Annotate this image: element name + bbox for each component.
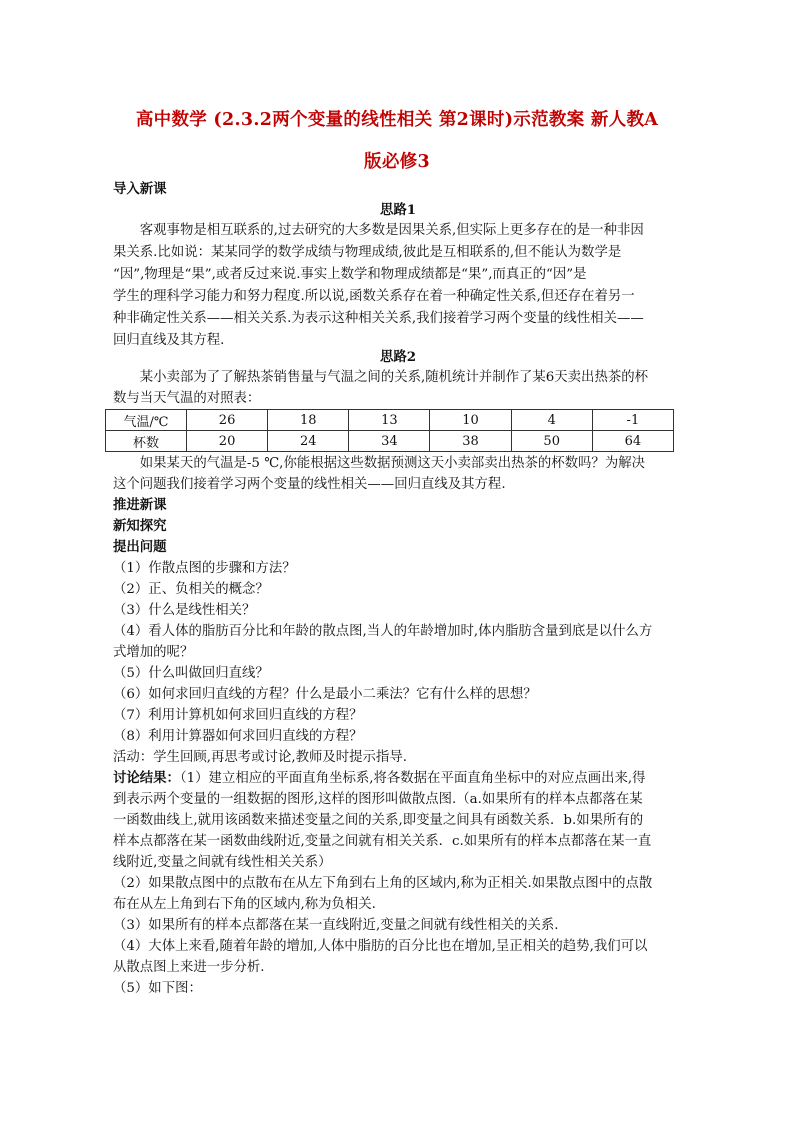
section-idea2: 思路2 — [379, 349, 417, 365]
table-row — [106, 431, 674, 452]
para1-line: 客观事物是相互联系的,过去研究的大多数是因果关系,但实际上更多存在的是一种非因 — [113, 223, 644, 238]
para1-line: 回归直线及其方程. — [113, 333, 225, 348]
table-row-label: 气温/℃ — [106, 410, 187, 431]
activity-text: 活动：学生回顾,再思考或讨论,教师及时提示指导. — [113, 750, 407, 765]
discussion-first-line — [113, 769, 683, 788]
para3-line: 这个问题我们接着学习两个变量的线性相关——回归直线及其方程. — [113, 477, 506, 492]
question-item: （6）如何求回归直线的方程？什么是最小二乘法？它有什么样的思想？ — [113, 687, 537, 702]
section-explore: 新知探究 — [113, 518, 167, 534]
table-cell: 64 — [592, 431, 673, 452]
doc-title-line1: 高中数学 (2.3.2两个变量的线性相关 第2课时)示范教案 新人教A — [135, 110, 659, 130]
discussion-line: 样本点都落在某一函数曲线附近,变量之间就有相关关系．c.如果所有的样本点都落在某一直 — [113, 834, 652, 849]
section-intro: 导入新课 — [113, 181, 167, 197]
question-item: 式增加的呢？ — [113, 645, 194, 660]
temperature-table — [105, 409, 674, 452]
table-cell: 13 — [349, 410, 430, 431]
question-item: （3）什么是线性相关？ — [113, 603, 256, 618]
question-item: （2）正、负相关的概念？ — [113, 582, 269, 597]
discussion-line: （2）如果散点图中的点散布在从左下角到右上角的区域内,称为正相关.如果散点图中的点散 — [113, 876, 653, 891]
discussion-label: 讨论结果： — [113, 770, 180, 786]
table-cell: 26 — [187, 410, 268, 431]
table-cell: 10 — [430, 410, 511, 431]
discussion-line: 到表示两个变量的一组数据的图形,这样的图形叫做散点图.（a.如果所有的样本点都落在某 — [113, 792, 643, 807]
table-cell: 50 — [511, 431, 592, 452]
discussion-line: 布在从左上角到右下角的区域内,称为负相关. — [113, 897, 376, 912]
discussion-text: （1）建立相应的平面直角坐标系,将各数据在平面直角坐标中的对应点画出来,得 — [179, 771, 646, 786]
table-cell: 24 — [268, 431, 349, 452]
para1-line: 种非确定性关系——相关关系.为表示这种相关关系,我们接着学习两个变量的线性相关—— — [113, 311, 644, 326]
section-idea1: 思路1 — [379, 202, 417, 218]
discussion-line: 一函数曲线上,就用该函数来描述变量之间的关系,即变量之间具有函数关系．b.如果所有的 — [113, 813, 644, 828]
table-cell: 4 — [511, 410, 592, 431]
discussion-line: （3）如果所有的样本点都落在某一直线附近,变量之间就有线性相关的关系. — [113, 918, 559, 933]
table-cell: 18 — [268, 410, 349, 431]
para1-line: 果关系.比如说：某某同学的数学成绩与物理成绩,彼此是互相联系的,但不能认为数学是 — [113, 245, 622, 260]
para2-line: 某小卖部为了了解热茶销售量与气温之间的关系,随机统计并制作了某6天卖出热茶的杯 — [113, 370, 649, 385]
discussion-line: 从散点图上来进一步分析. — [113, 960, 265, 975]
para1-line: 学生的理科学习能力和努力程度.所以说,函数关系存在着一种确定性关系,但还存在着另一 — [113, 289, 635, 304]
table-row-label: 杯数 — [106, 431, 187, 452]
question-item: （8）利用计算器如何求回归直线的方程？ — [113, 729, 363, 744]
para3-line: 如果某天的气温是-5 ℃,你能根据这些数据预测这天小卖部卖出热茶的杯数吗？为解决 — [113, 456, 645, 471]
doc-title-line2: 版必修3 — [364, 152, 430, 172]
para1-line: “因”,物理是“果”,或者反过来说.事实上数学和物理成绩都是“果”,而真正的“因”是 — [113, 267, 587, 282]
section-ask: 提出问题 — [113, 539, 167, 555]
question-item: （1）作散点图的步骤和方法？ — [113, 561, 296, 576]
para2-line: 数与当天气温的对照表： — [113, 391, 261, 406]
question-item: （7）利用计算机如何求回归直线的方程？ — [113, 708, 363, 723]
table-cell: 34 — [349, 431, 430, 452]
question-item: （4）看人体的脂肪百分比和年龄的散点图,当人的年龄增加时,体内脂肪含量到底是以什么方 — [113, 624, 653, 639]
table-cell: 20 — [187, 431, 268, 452]
discussion-line: （5）如下图： — [113, 981, 202, 996]
question-item: （5）什么叫做回归直线？ — [113, 666, 269, 681]
table-row — [106, 410, 674, 431]
discussion-line: （4）大体上来看,随着年龄的增加,人体中脂肪的百分比也在增加,呈正相关的趋势,我们可以 — [113, 939, 648, 954]
discussion-line: 线附近,变量之间就有线性相关关系） — [113, 855, 332, 870]
section-advance: 推进新课 — [113, 497, 167, 513]
table-cell: -1 — [592, 410, 673, 431]
table-cell: 38 — [430, 431, 511, 452]
